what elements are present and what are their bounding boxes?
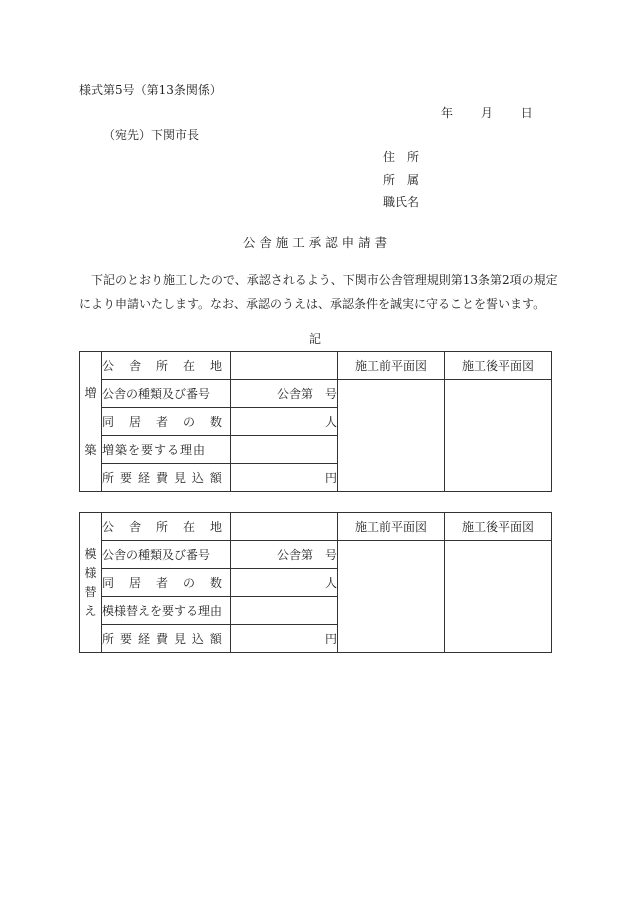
row-label-cohabitants: 同 居 者 の 数 <box>102 408 231 436</box>
cost-field[interactable]: 円 <box>231 464 338 492</box>
body-line: により申請いたします。なお、承認のうえは、承認条件を誠実に守ることを誓います。 <box>79 297 546 311</box>
location-field[interactable] <box>231 513 338 541</box>
remodel-table <box>79 512 552 653</box>
row-label-cost: 所 要 経 費 見 込 額 <box>102 464 231 492</box>
ki-label: 記 <box>308 332 321 346</box>
addressee: （宛先）下関市長 <box>103 128 200 142</box>
location-field[interactable] <box>231 352 338 380</box>
row-label-reason: 増築を要する理由 <box>102 436 231 464</box>
extension-table <box>79 351 552 492</box>
row-label-location: 公 舎 所 在 地 <box>102 513 231 541</box>
date-year-label: 年 <box>441 106 454 120</box>
row-label-reason: 模様替えを要する理由 <box>102 597 231 625</box>
date-day-label: 日 <box>520 106 533 120</box>
date-month-label: 月 <box>480 106 493 120</box>
body-text <box>79 268 559 316</box>
address-label: 住 所 <box>383 150 420 164</box>
type-number-field[interactable]: 公舎第 号 <box>231 541 338 569</box>
form-number: 様式第5号（第13条関係） <box>79 83 222 97</box>
cohabitants-field[interactable]: 人 <box>231 569 338 597</box>
position-name-label: 職氏名 <box>383 195 420 209</box>
type-number-field[interactable]: 公舎第 号 <box>231 380 338 408</box>
before-plan-box[interactable] <box>338 380 445 492</box>
document-title: 公 舎 施 工 承 認 申 請 書 <box>242 235 388 250</box>
row-label-cost: 所 要 経 費 見 込 額 <box>102 625 231 653</box>
before-plan-box[interactable] <box>338 541 445 653</box>
row-label-type-number: 公舎の種類及び番号 <box>102 380 231 408</box>
after-plan-header: 施工後平面図 <box>445 513 552 541</box>
after-plan-header: 施工後平面図 <box>445 352 552 380</box>
row-label-cohabitants: 同 居 者 の 数 <box>102 569 231 597</box>
after-plan-box[interactable] <box>445 380 552 492</box>
after-plan-box[interactable] <box>445 541 552 653</box>
cohabitants-field[interactable]: 人 <box>231 408 338 436</box>
cost-field[interactable]: 円 <box>231 625 338 653</box>
row-label-location: 公 舎 所 在 地 <box>102 352 231 380</box>
reason-field[interactable] <box>231 436 338 464</box>
reason-field[interactable] <box>231 597 338 625</box>
extension-side-label: 増 築 <box>80 352 102 492</box>
before-plan-header: 施工前平面図 <box>338 513 445 541</box>
date-line <box>441 104 557 121</box>
before-plan-header: 施工前平面図 <box>338 352 445 380</box>
row-label-type-number: 公舎の種類及び番号 <box>102 541 231 569</box>
affiliation-label: 所 属 <box>383 173 420 187</box>
remodel-side-label: 模 様 替 え <box>80 513 102 653</box>
body-line: 下記のとおり施工したので、承認されるよう、下関市公舎管理規則第13条第2項の規定 <box>79 273 558 287</box>
